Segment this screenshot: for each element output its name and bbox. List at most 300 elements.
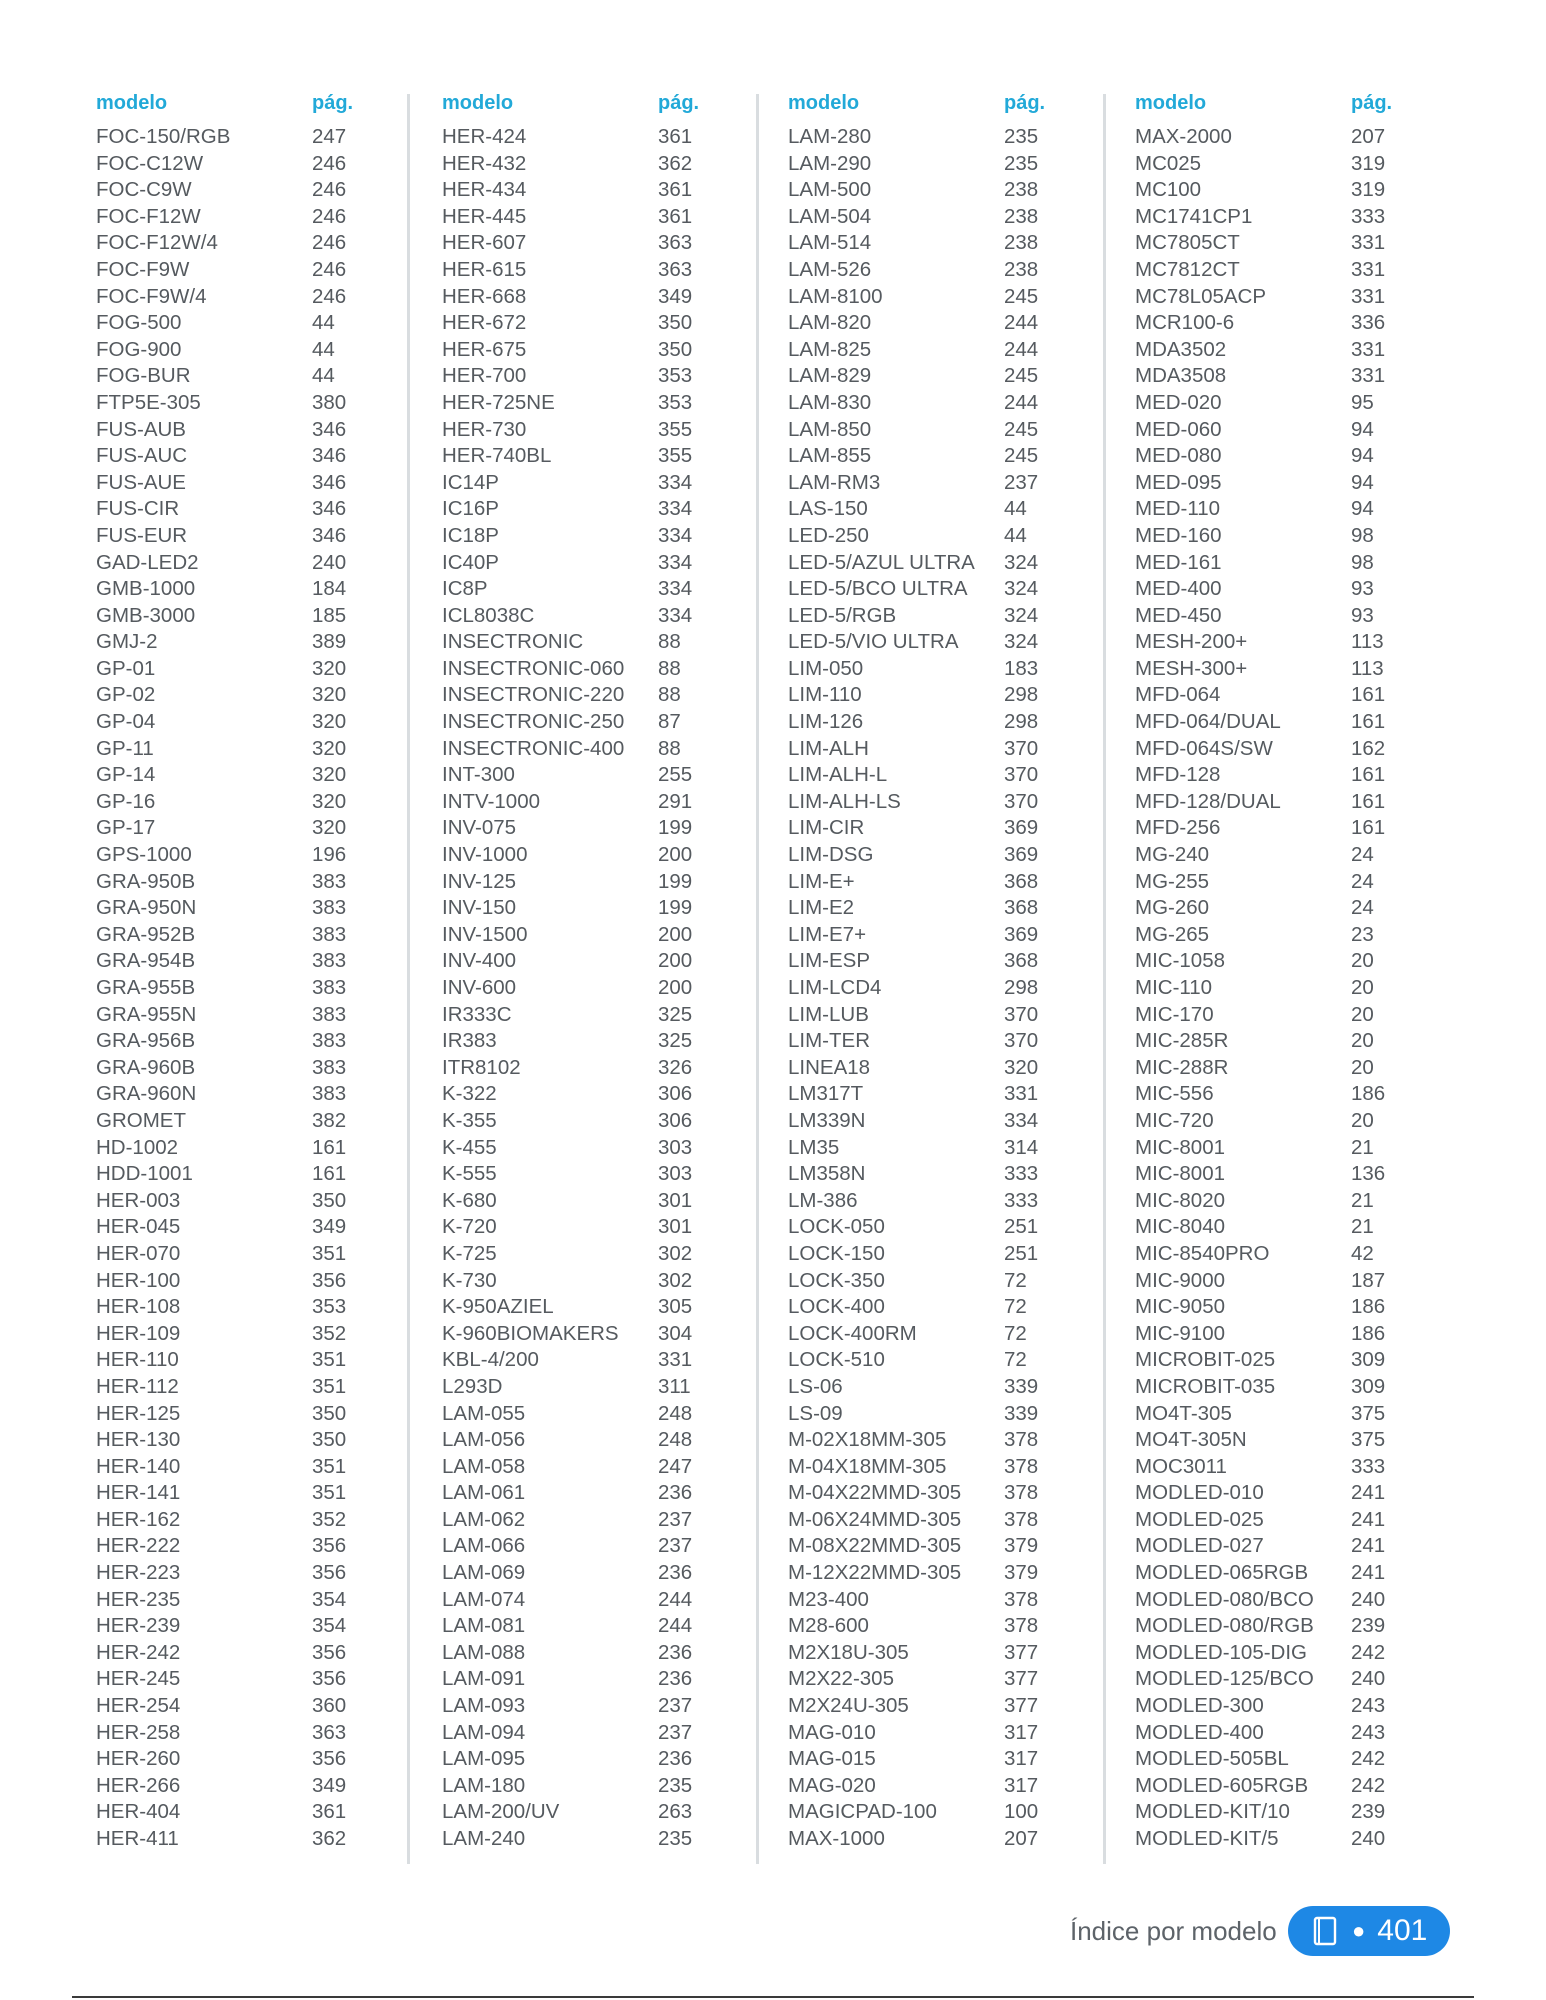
- page-ref: 331: [1004, 1082, 1039, 1106]
- index-entry: [788, 1826, 1088, 1853]
- page-ref: 113: [1351, 630, 1384, 654]
- model-code: HER-162: [96, 1507, 181, 1531]
- index-entry: [788, 1135, 1088, 1162]
- index-entry: [788, 1480, 1088, 1507]
- model-code: FOG-BUR: [96, 364, 191, 388]
- index-entry: [1135, 1746, 1435, 1773]
- index-entry: [788, 1161, 1088, 1188]
- page-ref: 251: [1004, 1241, 1039, 1265]
- page-ref: 320: [312, 683, 347, 707]
- index-entry: [788, 629, 1088, 656]
- model-code: MFD-064/DUAL: [1135, 710, 1281, 734]
- model-code: MAX-2000: [1135, 125, 1232, 148]
- model-code: LIM-E2: [788, 896, 855, 920]
- model-code: FOC-C9W: [96, 178, 192, 202]
- model-code: MIC-8540PRO: [1135, 1241, 1270, 1265]
- page-ref: 248: [658, 1401, 693, 1425]
- model-code: MC7805CT: [1135, 231, 1240, 255]
- index-entry: [788, 1507, 1088, 1534]
- model-code: LOCK-350: [788, 1268, 885, 1292]
- model-code: LAM-240: [442, 1827, 526, 1850]
- index-entry: [1135, 284, 1435, 311]
- page-ref: 349: [312, 1773, 347, 1797]
- index-entry: [96, 523, 396, 550]
- index-entry: [1135, 310, 1435, 337]
- index-entry: [442, 1294, 742, 1321]
- model-code: MED-160: [1135, 523, 1222, 547]
- model-code: GRA-955B: [96, 976, 196, 999]
- page-ref: 379: [1004, 1561, 1039, 1585]
- page-ref: 339: [1004, 1401, 1039, 1425]
- model-code: LIM-DSG: [788, 843, 874, 867]
- page-ref: 320: [1004, 1055, 1039, 1079]
- index-entry: [788, 443, 1088, 470]
- page-ref: 383: [312, 1002, 347, 1026]
- page-ref: 382: [312, 1108, 347, 1132]
- page-ref: 304: [658, 1321, 693, 1345]
- page-ref: 87: [658, 710, 681, 734]
- model-code: MIC-9000: [1135, 1268, 1226, 1292]
- model-code: HER-109: [96, 1321, 181, 1345]
- badge-separator-dot: ●: [1352, 1918, 1366, 1943]
- page-ref: 377: [1004, 1640, 1039, 1664]
- page-ref: 331: [658, 1348, 693, 1372]
- index-entry: [96, 1081, 396, 1108]
- page-ref: 241: [1351, 1534, 1386, 1558]
- model-code: LAM-056: [442, 1428, 526, 1452]
- model-code: MIC-110: [1135, 976, 1213, 999]
- model-code: LAM-062: [442, 1507, 526, 1531]
- page-ref: 370: [1004, 1002, 1039, 1026]
- model-code: LAM-504: [788, 204, 872, 228]
- page-ref: 349: [658, 284, 693, 308]
- page-ref: 236: [658, 1481, 693, 1505]
- model-code: K-960BIOMAKERS: [442, 1321, 619, 1345]
- index-entry: [96, 869, 396, 896]
- page-ref: 298: [1004, 976, 1039, 999]
- index-entry: [1135, 656, 1435, 683]
- index-entry: [1135, 1613, 1435, 1640]
- model-code: MG-255: [1135, 869, 1210, 893]
- page-ref: 368: [1004, 869, 1039, 893]
- model-code: FOC-F12W: [96, 204, 201, 228]
- page-ref: 378: [1004, 1428, 1039, 1452]
- model-code: HER-266: [96, 1773, 181, 1797]
- index-entry: [442, 1693, 742, 1720]
- model-code: FOC-C12W: [96, 151, 204, 175]
- model-code: LIM-LCD4: [788, 976, 882, 999]
- page-ref: 317: [1004, 1747, 1039, 1771]
- index-entry: [442, 1613, 742, 1640]
- page-ref: 303: [658, 1135, 693, 1159]
- model-code: INT-300: [442, 763, 515, 787]
- model-code: LAM-088: [442, 1640, 526, 1664]
- index-entry: [442, 1587, 742, 1614]
- page-ref: 243: [1351, 1720, 1386, 1744]
- model-code: INV-125: [442, 869, 517, 893]
- index-entry: [442, 1454, 742, 1481]
- index-entry: [96, 1135, 396, 1162]
- index-entry: [788, 1560, 1088, 1587]
- page-ref: 309: [1351, 1348, 1386, 1372]
- index-entry: [788, 1002, 1088, 1029]
- page-ref: 236: [658, 1747, 693, 1771]
- model-code: INV-075: [442, 816, 517, 840]
- page-ref: 245: [1004, 364, 1039, 388]
- page-ref: 378: [1004, 1614, 1039, 1638]
- page-ref: 369: [1004, 816, 1039, 840]
- index-column-2: [442, 92, 742, 1853]
- bottom-rule: [72, 1996, 1474, 1998]
- index-table: [0, 92, 1546, 1872]
- page-ref: 184: [312, 577, 347, 601]
- model-code: K-725: [442, 1241, 497, 1265]
- index-entry: [1135, 1560, 1435, 1587]
- model-code: GAD-LED2: [96, 550, 199, 574]
- index-entry: [1135, 709, 1435, 736]
- model-code: LAM-081: [442, 1614, 526, 1638]
- index-entry: [788, 1347, 1088, 1374]
- index-entry: [96, 1294, 396, 1321]
- page-ref: 362: [658, 151, 693, 175]
- page-ref: 196: [312, 843, 347, 867]
- model-code: LIM-110: [788, 683, 862, 707]
- page-ref: 351: [312, 1374, 347, 1398]
- index-entry: [788, 470, 1088, 497]
- model-code: LIM-ALH: [788, 736, 869, 760]
- page-ref: 324: [1004, 550, 1039, 574]
- index-entry: [96, 204, 396, 231]
- model-code: GP-04: [96, 710, 156, 734]
- model-code: GP-11: [96, 736, 154, 760]
- model-code: MED-020: [1135, 390, 1222, 414]
- index-entry: [1135, 1640, 1435, 1667]
- index-entry: [96, 1268, 396, 1295]
- index-entry: [1135, 1533, 1435, 1560]
- index-entry: [1135, 1055, 1435, 1082]
- index-entry: [788, 1454, 1088, 1481]
- index-entry: [96, 310, 396, 337]
- index-entry: [96, 1161, 396, 1188]
- page-ref: 306: [658, 1082, 693, 1106]
- page-ref: 346: [312, 444, 347, 468]
- model-code: LOCK-400RM: [788, 1321, 917, 1345]
- model-code: HER-003: [96, 1188, 181, 1212]
- page-ref: 242: [1351, 1640, 1386, 1664]
- model-code: MIC-8001: [1135, 1135, 1226, 1159]
- index-entry: [1135, 603, 1435, 630]
- index-entry: [788, 124, 1088, 151]
- model-code: L293D: [442, 1374, 503, 1398]
- page-ref: 200: [658, 843, 693, 867]
- index-entry: [1135, 1347, 1435, 1374]
- page-ref: 351: [312, 1241, 347, 1265]
- page-ref: 369: [1004, 843, 1039, 867]
- index-entry: [96, 177, 396, 204]
- model-code: LAM-820: [788, 311, 872, 335]
- model-code: MAG-020: [788, 1773, 876, 1797]
- index-entry: [442, 443, 742, 470]
- model-code: LM-386: [788, 1188, 858, 1212]
- page-ref: 368: [1004, 949, 1039, 973]
- index-entry: [442, 1055, 742, 1082]
- page-ref: 331: [1351, 364, 1386, 388]
- page-ref: 334: [1004, 1108, 1039, 1132]
- page-ref: 379: [1004, 1534, 1039, 1558]
- index-entry: [788, 682, 1088, 709]
- page-ref: 383: [312, 949, 347, 973]
- model-code: LAM-069: [442, 1561, 526, 1585]
- model-code: HER-223: [96, 1561, 181, 1585]
- model-code: GRA-952B: [96, 922, 196, 946]
- index-entry: [788, 1720, 1088, 1747]
- page-ref: 24: [1351, 896, 1374, 920]
- page-ref: 186: [1351, 1295, 1386, 1319]
- page-ref: 377: [1004, 1694, 1039, 1718]
- model-code: LOCK-400: [788, 1295, 885, 1319]
- page-ref: 331: [1351, 337, 1386, 361]
- index-entry: [442, 1799, 742, 1826]
- model-code: HER-432: [442, 151, 527, 175]
- model-code: LINEA18: [788, 1055, 871, 1079]
- index-entry: [96, 1640, 396, 1667]
- index-entry: [1135, 1693, 1435, 1720]
- model-code: GRA-956B: [96, 1029, 196, 1053]
- model-code: LAM-830: [788, 390, 872, 414]
- index-entry: [442, 204, 742, 231]
- page-ref: 361: [312, 1800, 347, 1824]
- index-entry: [788, 1799, 1088, 1826]
- page-ref: 305: [658, 1295, 693, 1319]
- index-entry: [788, 151, 1088, 178]
- model-code: MODLED-025: [1135, 1507, 1264, 1531]
- model-code: M23-400: [788, 1587, 869, 1611]
- index-entry: [788, 656, 1088, 683]
- model-code: HD-1002: [96, 1135, 179, 1159]
- model-code: MESH-300+: [1135, 656, 1248, 680]
- model-code: MED-060: [1135, 417, 1222, 441]
- model-code: HER-045: [96, 1215, 181, 1239]
- model-code: LIM-LUB: [788, 1002, 869, 1026]
- model-code: K-730: [442, 1268, 497, 1292]
- index-entry: [442, 470, 742, 497]
- index-entry: [442, 1081, 742, 1108]
- index-entry: [96, 1826, 396, 1853]
- page-ref: 326: [658, 1055, 693, 1079]
- model-code: INTV-1000: [442, 789, 540, 813]
- page-ref: 24: [1351, 869, 1374, 893]
- index-entry: [1135, 1454, 1435, 1481]
- page-ref: 375: [1351, 1428, 1386, 1452]
- index-entry: [96, 1321, 396, 1348]
- page-ref: 334: [658, 603, 693, 627]
- page-ref: 320: [312, 736, 347, 760]
- page-ref: 161: [1351, 789, 1386, 813]
- index-entry: [96, 1666, 396, 1693]
- index-entry: [96, 1507, 396, 1534]
- page-ref: 20: [1351, 1055, 1374, 1079]
- index-entry: [1135, 1241, 1435, 1268]
- page-ref: 161: [1351, 763, 1386, 787]
- model-code: MODLED-605RGB: [1135, 1773, 1309, 1797]
- model-code: LS-06: [788, 1374, 843, 1398]
- page-ref: 324: [1004, 577, 1039, 601]
- page-ref: 309: [1351, 1374, 1386, 1398]
- page-ref: 383: [312, 1055, 347, 1079]
- index-entry: [442, 922, 742, 949]
- index-entry: [96, 789, 396, 816]
- index-entry: [788, 1427, 1088, 1454]
- model-code: INSECTRONIC-400: [442, 736, 625, 760]
- page-ref: 186: [1351, 1082, 1386, 1106]
- page-ref: 350: [312, 1401, 347, 1425]
- index-entry: [788, 550, 1088, 577]
- model-code: MODLED-300: [1135, 1694, 1264, 1718]
- page-ref: 377: [1004, 1667, 1039, 1691]
- page-ref: 383: [312, 976, 347, 999]
- page-ref: 370: [1004, 736, 1039, 760]
- index-entry: [96, 417, 396, 444]
- index-entry: [1135, 523, 1435, 550]
- page-ref: 368: [1004, 896, 1039, 920]
- page-ref: 346: [312, 523, 347, 547]
- model-code: LAM-094: [442, 1720, 526, 1744]
- model-code: LAM-850: [788, 417, 872, 441]
- index-entry: [442, 629, 742, 656]
- index-entry: [442, 895, 742, 922]
- model-code: LAM-290: [788, 151, 872, 175]
- model-code: M2X24U-305: [788, 1694, 909, 1718]
- page-ref: 239: [1351, 1614, 1386, 1638]
- page-ref: 72: [1004, 1295, 1027, 1319]
- page-ref: 185: [312, 603, 347, 627]
- index-column-4: [1135, 92, 1435, 1853]
- model-code: GP-01: [96, 656, 156, 680]
- model-code: K-950AZIEL: [442, 1295, 554, 1319]
- page-ref: 346: [312, 417, 347, 441]
- page-ref: 301: [658, 1188, 693, 1212]
- model-code: LIM-ALH-LS: [788, 789, 901, 813]
- model-code: MESH-200+: [1135, 630, 1248, 654]
- page-ref: 200: [658, 922, 693, 946]
- page-ref: 353: [658, 364, 693, 388]
- index-entry: [788, 1055, 1088, 1082]
- model-code: LAS-150: [788, 497, 868, 521]
- model-code: IC16P: [442, 497, 499, 521]
- page-header: pág.: [1351, 92, 1393, 114]
- index-entry: [96, 1214, 396, 1241]
- page-ref: 383: [312, 922, 347, 946]
- page-ref: 317: [1004, 1773, 1039, 1797]
- index-entry: [442, 1480, 742, 1507]
- model-code: MED-080: [1135, 444, 1222, 468]
- page-ref: 314: [1004, 1135, 1039, 1159]
- index-entry: [442, 1560, 742, 1587]
- page-header: pág.: [1004, 92, 1046, 114]
- model-code: MIC-9050: [1135, 1295, 1226, 1319]
- model-code: LM339N: [788, 1108, 866, 1132]
- page-ref: 236: [658, 1640, 693, 1664]
- index-entry: [442, 1347, 742, 1374]
- index-entry: [788, 762, 1088, 789]
- index-entry: [788, 1746, 1088, 1773]
- page-ref: 200: [658, 949, 693, 973]
- page-ref: 246: [312, 151, 347, 175]
- model-code: LAM-058: [442, 1454, 526, 1478]
- model-code: LIM-E7+: [788, 922, 867, 946]
- page-ref: 317: [1004, 1720, 1039, 1744]
- model-code: MODLED-105-DIG: [1135, 1640, 1308, 1664]
- model-code: HER-260: [96, 1747, 181, 1771]
- index-entry: [96, 230, 396, 257]
- index-entry: [96, 1720, 396, 1747]
- model-code: LAM-200/UV: [442, 1800, 560, 1824]
- model-code: MG-265: [1135, 922, 1210, 946]
- model-code: LAM-526: [788, 257, 872, 281]
- index-entry: [788, 523, 1088, 550]
- index-entry: [788, 895, 1088, 922]
- model-code: GP-14: [96, 763, 156, 787]
- model-code: MCR100-6: [1135, 311, 1235, 335]
- index-entry: [1135, 1214, 1435, 1241]
- page-ref: 356: [312, 1561, 347, 1585]
- index-entry: [788, 1081, 1088, 1108]
- model-code: IR383: [442, 1029, 497, 1053]
- model-code: LAM-095: [442, 1747, 526, 1771]
- model-code: INV-150: [442, 896, 517, 920]
- model-code: HER-424: [442, 125, 527, 148]
- page-ref: 246: [312, 231, 347, 255]
- page-ref: 88: [658, 630, 681, 654]
- index-column-3: [788, 92, 1088, 1853]
- page-ref: 383: [312, 1029, 347, 1053]
- model-code: LAM-074: [442, 1587, 526, 1611]
- model-code: GRA-950N: [96, 896, 197, 920]
- model-code: LAM-061: [442, 1481, 526, 1505]
- index-entry: [1135, 1268, 1435, 1295]
- page-ref: 94: [1351, 417, 1374, 441]
- model-code: MICROBIT-035: [1135, 1374, 1276, 1398]
- page-ref: 241: [1351, 1561, 1386, 1585]
- page-ref: 161: [1351, 710, 1386, 734]
- page-ref: 207: [1004, 1827, 1039, 1850]
- page-ref: 363: [658, 231, 693, 255]
- index-entry: [442, 390, 742, 417]
- model-code: GRA-955N: [96, 1002, 197, 1026]
- index-entry: [442, 257, 742, 284]
- index-entry: [442, 815, 742, 842]
- index-entry: [1135, 869, 1435, 896]
- model-code: LOCK-510: [788, 1348, 885, 1372]
- index-entry: [96, 1613, 396, 1640]
- page-ref: 333: [1351, 204, 1386, 228]
- index-entry: [442, 151, 742, 178]
- column-divider: [756, 94, 759, 1864]
- index-entry: [788, 1533, 1088, 1560]
- column-header: [788, 92, 1088, 124]
- index-entry: [442, 363, 742, 390]
- index-entry: [442, 1427, 742, 1454]
- page-ref: 207: [1351, 125, 1386, 148]
- index-entry: [1135, 1002, 1435, 1029]
- index-entry: [442, 1746, 742, 1773]
- index-entry: [442, 709, 742, 736]
- index-entry: [442, 1028, 742, 1055]
- page-ref: 238: [1004, 231, 1039, 255]
- page-ref: 244: [1004, 311, 1039, 335]
- page-ref: 20: [1351, 976, 1374, 999]
- index-entry: [442, 523, 742, 550]
